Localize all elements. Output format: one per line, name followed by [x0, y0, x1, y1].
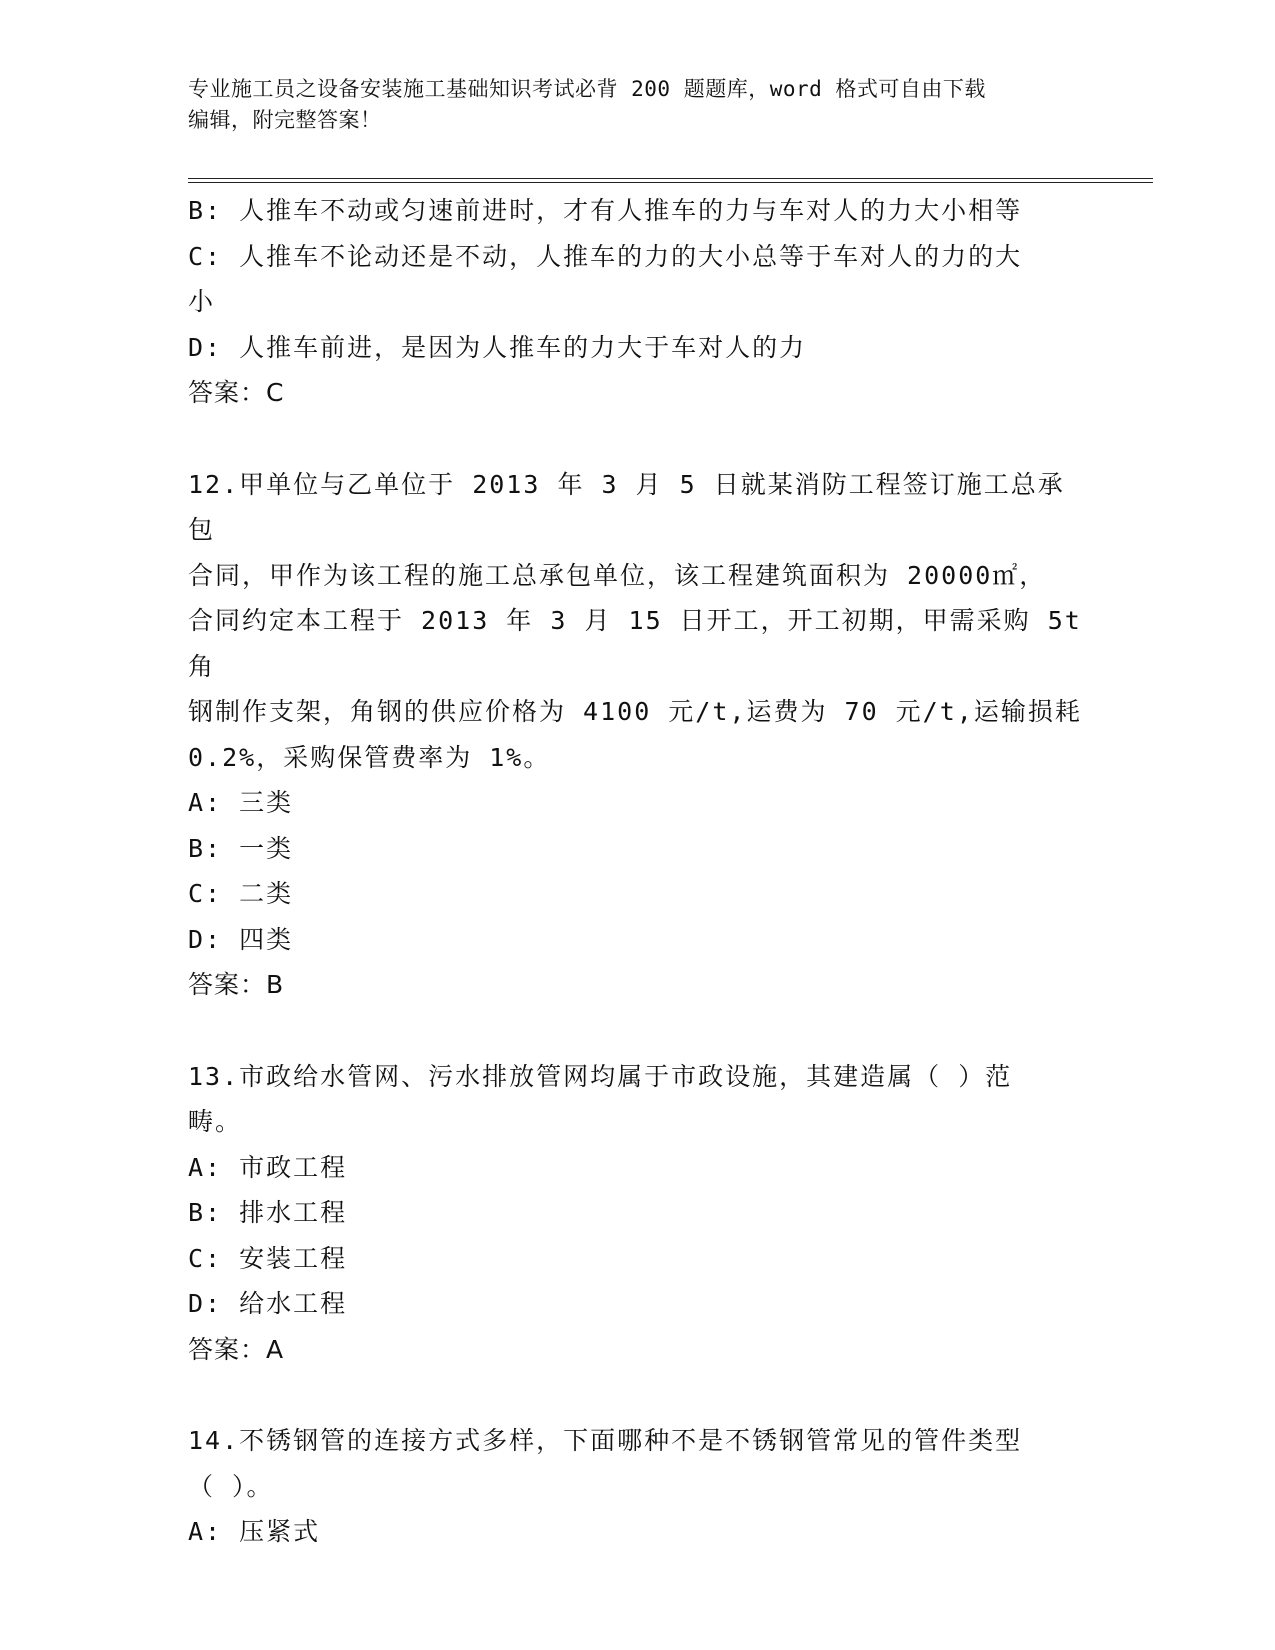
option-b: B: 排水工程 [188, 1198, 348, 1227]
option-d: D: 给水工程 [188, 1289, 348, 1318]
question-content [188, 188, 1099, 1555]
answer: 答案：A [188, 1334, 285, 1364]
header-title-line-2: 编辑，附完整答案！ [188, 108, 382, 132]
spacer [188, 1372, 1088, 1418]
question-stem-line-4: 钢制作支架，角钢的供应价格为 4100 元/t,运费为 70 元/t,运输损耗 [188, 697, 1082, 726]
answer: 答案：B [188, 970, 285, 999]
question-stem-line-1: 14.不锈钢管的连接方式多样，下面哪种不是不锈钢管常见的管件类型 [188, 1426, 1023, 1455]
question-12 [188, 462, 1099, 1008]
option-a: A: 市政工程 [188, 1152, 348, 1182]
question-stem-line-2: （ ）。 [188, 1471, 274, 1501]
answer: 答案：C [188, 378, 285, 407]
spacer [188, 1008, 1088, 1054]
header-divider [188, 178, 1153, 183]
question-stem-line-1: 13.市政给水管网、污水排放管网均属于市政设施，其建造属（ ）范 [188, 1061, 1013, 1091]
question-14 [188, 1418, 1088, 1555]
spacer [188, 416, 1088, 462]
header-title-line-1: 专业施工员之设备安装施工基础知识考试必背 200 题题库，word 格式可自由下载 [188, 77, 986, 101]
option-c-line-2: 小 [188, 287, 216, 316]
option-b: B: 人推车不动或匀速前进时，才有人推车的力与车对人的力大小相等 [188, 196, 1023, 225]
option-c: C: 安装工程 [188, 1243, 348, 1273]
page-header [188, 74, 1068, 136]
question-stem-line-2: 合同，甲作为该工程的施工总承包单位，该工程建筑面积为 20000㎡， [188, 560, 1047, 590]
question-11-tail [188, 188, 1088, 416]
option-d: D: 四类 [188, 924, 294, 954]
question-13 [188, 1054, 1088, 1373]
question-stem-line-5: 0.2%，采购保管费率为 1%。 [188, 742, 551, 772]
option-d: D: 人推车前进，是因为人推车的力大于车对人的力 [188, 332, 807, 362]
question-stem-line-1: 12.甲单位与乙单位于 2013 年 3 月 5 日就某消防工程签订施工总承包 [188, 469, 1065, 544]
option-b: B: 一类 [188, 833, 294, 863]
option-a: A: 三类 [188, 788, 294, 817]
question-stem-line-2: 畴。 [188, 1107, 243, 1136]
option-a: A: 压紧式 [188, 1517, 321, 1546]
question-stem-line-3: 合同约定本工程于 2013 年 3 月 15 日开工，开工初期，甲需采购 5t 角 [188, 606, 1099, 681]
option-c: C: 二类 [188, 879, 294, 908]
option-c-line-1: C: 人推车不论动还是不动，人推车的力的大小总等于车对人的力的大 [188, 241, 1023, 271]
